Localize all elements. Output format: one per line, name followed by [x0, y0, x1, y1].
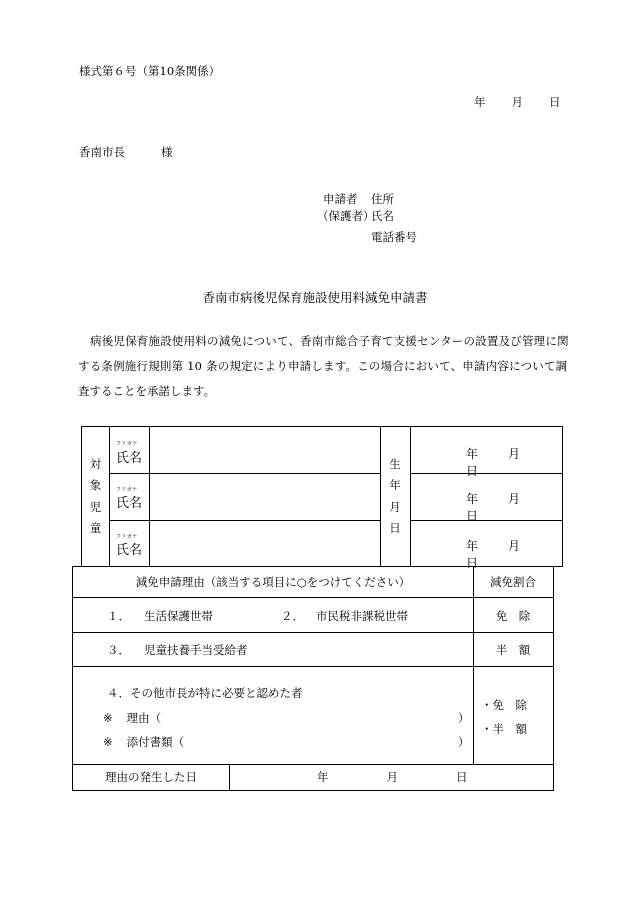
reason-item-2: ２． 市民税非課税世帯 [281, 609, 408, 623]
reason-table [72, 566, 554, 791]
applicant-guardian-label: （保護者） [317, 209, 375, 223]
addressee-honorific: 様 [161, 145, 173, 159]
child-birthdate-3: 年 月日 [466, 539, 521, 570]
child-name-label: 氏名 [116, 451, 143, 466]
addressee-name: 香南市長 [79, 145, 125, 159]
applicant-phone-label: 電話番号 [371, 230, 417, 244]
reason-item-1: １． 生活保護世帯 [107, 609, 213, 623]
attachment-field: ※ 添付書類（ [103, 735, 185, 749]
body-line-3: 査することを承諾します。 [78, 384, 216, 398]
occurrence-date-label: 理由の発生した日 [105, 770, 197, 784]
child-birthdate-1: 年 月日 [466, 447, 521, 478]
furigana-label: フリガナ [116, 534, 138, 540]
page-title: 香南市病後児保育施設使用料減免申請書 [202, 290, 428, 305]
reason-field: ※ 理由（ [103, 711, 162, 725]
applicant-address-label: 住所 [371, 192, 394, 206]
applicant-name-label: 氏名 [371, 209, 394, 223]
furigana-label: フリガナ [116, 441, 138, 447]
occurrence-date: 年 月 日 [317, 770, 468, 784]
body-line-1: 病後児保育施設使用料の減免について、香南市総合子育て支援センターの設置及び管理に関 [90, 334, 569, 348]
date-day-label: 日 [549, 95, 561, 109]
form-number: 様式第６号（第10条関係） [79, 64, 221, 78]
addressee [79, 147, 173, 159]
furigana-label: フリガナ [116, 487, 138, 493]
body-line-2: する条例施行規則第 10 条の規定により申請します。この場合において、申請内容について調 [78, 359, 568, 373]
ratio-half: 半 額 [495, 643, 531, 657]
child-birthdate-2: 年 月日 [466, 492, 521, 523]
ratio-option-exempt: ・免 除 [481, 698, 527, 712]
ratio-header: 減免割合 [490, 575, 536, 589]
reason-close-paren: ） [458, 711, 470, 725]
reason-item-4: ４．その他市長が特に必要と認めた者 [107, 686, 303, 700]
children-table [81, 426, 563, 570]
reason-header: 減免申請理由（該当する項目に○をつけてください） [135, 575, 411, 589]
ratio-exempt: 免 除 [495, 609, 531, 623]
target-child-label: 対 象 児 童 [89, 456, 102, 535]
applicant-role: 申請者 [323, 192, 358, 206]
child-name-label: 氏名 [116, 543, 143, 558]
reason-item-3: ３． 児童扶養手当受給者 [107, 643, 248, 657]
attachment-close-paren: ） [458, 735, 470, 749]
birthdate-label: 生 年 月 日 [389, 456, 401, 535]
ratio-option-half: ・半 額 [481, 722, 527, 736]
date-month-label: 月 [511, 95, 523, 109]
date-line [474, 97, 561, 109]
date-year-label: 年 [474, 95, 486, 109]
child-name-label: 氏名 [116, 496, 143, 511]
